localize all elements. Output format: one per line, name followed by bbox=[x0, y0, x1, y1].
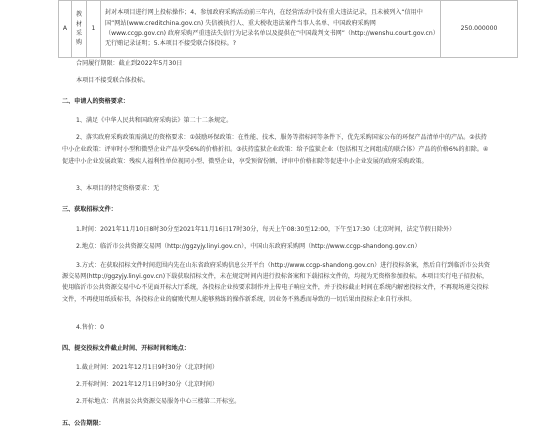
procurement-table bbox=[58, 0, 518, 58]
item-name-char: 材 bbox=[75, 20, 83, 28]
item-name-cell bbox=[72, 1, 87, 58]
quantity-cell: 1 bbox=[87, 1, 101, 58]
section-3-time: 1.时间：2021年11月10日8时30分至2021年11月16日17时30分，每天上午08:30至12:00，下午至17:30（北京时间，法定节假日除外） bbox=[76, 226, 456, 233]
section-2-item-2: 2、落实政府采购政策需满足的资格要求：①鼓励环保政策：在性能、技术、服务等指标同等条件下，优先采购国家公布的环保产品清单中的产品。②扶持中小企业政策：评审时小型和微型企业产品享受6%的价格折扣。③扶持监狱企业政策：给予监狱企业（包括相互之间组成的联合体）产品的价格6%的扣除。④促进中小企业发展政策：残疾人福利性单位视同小型、微型企业，享受预留份额、评审中价格扣除等促进中小企业发展的政府采购政策。 bbox=[62, 134, 489, 166]
package-code-cell: A bbox=[59, 1, 72, 58]
consortium-note: 本项目不接受联合体投标。 bbox=[76, 77, 150, 84]
contract-period: 合同履行期限：截止到2022年5月30日 bbox=[76, 60, 183, 67]
section-2-title: 二、申请人的资格要求： bbox=[62, 98, 130, 105]
section-4-opening-time: 2.开标时间：2021年12月1日9时30分（北京时间） bbox=[76, 381, 219, 388]
section-2-item-3: 3、本项目的特定资格要求：无 bbox=[76, 185, 160, 192]
section-3-method: 3.方式：在获取招标文件时间范围内先在山东省政府采购信息公开平台（http://www.ccgp-shandong.gov.cn）进行投标备案，然后自行到临沂市公共资源交易网(http://ggzyjy.linyi.gov.cn)下载获取招标文件，未在规定时间内进行投标备案和下载招标文件的，均视为无资格参加投标。本项目实行电子招投标，使用临沂市公共资源交易中心不见面开标大厅系统，各投标企业按要求制作并上传电子响应文件，并于投标截止时间在系统内解密投标文件，不再现场递交投标文件，不再使用纸质标书，各投标企业的腐败代理人能够熟练的操作新系统，因业务不熟悉而导致的一切后果由投标企业自行承担。 bbox=[62, 262, 490, 303]
section-3-price: 4.售价：0 bbox=[76, 324, 104, 331]
section-4-title: 四、提交投标文件截止时间、开标时间和地点： bbox=[62, 345, 190, 352]
section-4-opening-location: 2.开标地点：莒南县公共资源交易服务中心三楼第二开标室。 bbox=[76, 398, 241, 405]
table-row bbox=[59, 1, 518, 58]
requirements-cell: 封对本项目进行网上投标操作；4、参加政府采购活动前三年内，在经营活动中没有重大违法记录，且未被列入“信用中国”网站(www.creditchina.gov.cn) 失信被执行人、重大税收违法案件当事人名单、中国政府采购网（www.ccgp.gov.cn) 政府采购严重违法失信行为记录名单以及提供在“中国裁判文书网”（http://wenshu.court.gov.cn）无行贿记录证明；5.本项目不接受联合体投标。? bbox=[101, 1, 441, 58]
item-name-char: 教 bbox=[75, 11, 83, 19]
item-name-char: 采 bbox=[75, 30, 83, 37]
section-5-title: 五、公告期限： bbox=[62, 420, 105, 427]
budget-amount-cell: 250.000000 bbox=[441, 1, 518, 58]
item-name-char: 购 bbox=[75, 39, 83, 47]
section-3-location: 2.地点：临沂市公共资源交易网（http://ggzyjy.linyi.gov.cn），中国山东政府采购网（http://www.ccgp-shandong.gov.cn） bbox=[76, 243, 421, 250]
section-4-deadline: 1.截止时间：2021年12月1日9时30分（北京时间） bbox=[76, 364, 219, 371]
section-2-item-1: 1、满足《中华人民共和国政府采购法》第二十二条规定。 bbox=[76, 117, 233, 124]
section-3-title: 三、获取招标文件： bbox=[62, 206, 117, 213]
